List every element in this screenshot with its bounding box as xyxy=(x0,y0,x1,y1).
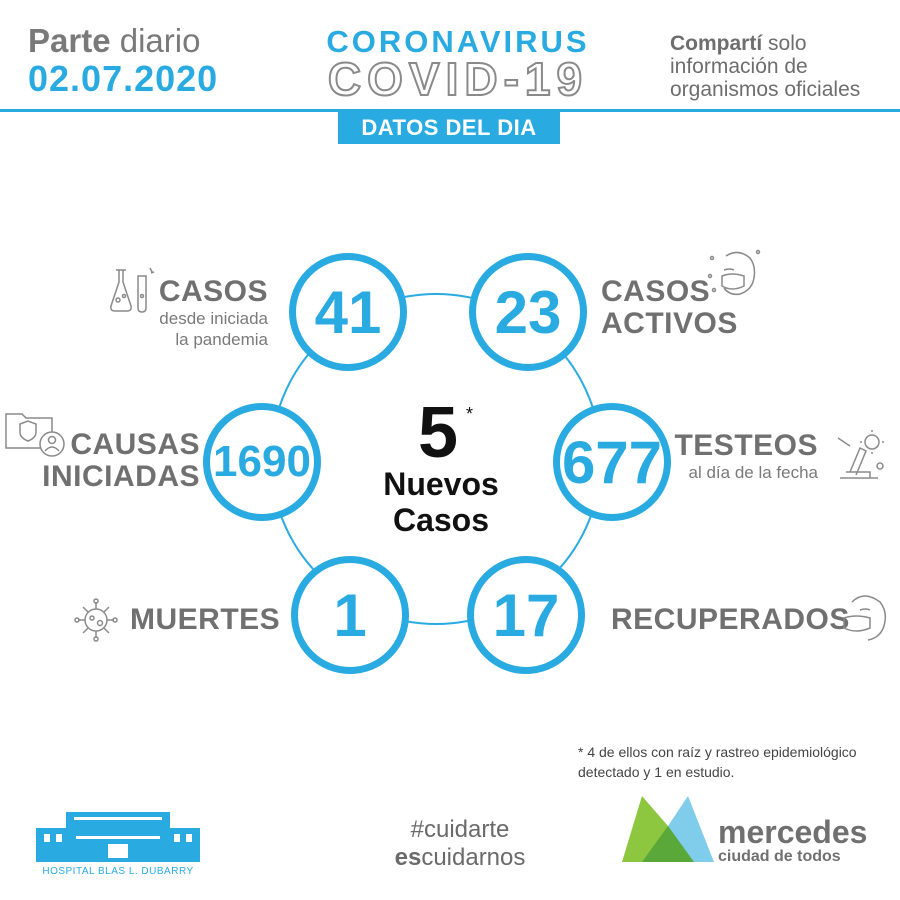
covid-title: COVID-19 xyxy=(327,53,589,105)
mercedes-logo-icon xyxy=(622,796,714,862)
datos-del-dia-banner: DATOS DEL DIA xyxy=(338,110,560,144)
share-line3: organismos oficiales xyxy=(670,78,861,101)
testeos-label: TESTEOS xyxy=(674,429,818,462)
nuevos-label: Nuevos xyxy=(383,466,499,502)
footnote-line1: * 4 de ellos con raíz y rastreo epidemiológico xyxy=(578,744,857,760)
folder-shield-user-icon xyxy=(4,404,68,460)
casos-sub2: la pandemia xyxy=(175,330,268,349)
coronavirus-title: CORONAVIRUS xyxy=(326,24,590,59)
share-line2: información de xyxy=(670,55,808,78)
hashtag-rest: cuidarnos xyxy=(421,844,526,871)
hashtag-bold: es xyxy=(394,844,422,871)
nuevos-casos-asterisk: * xyxy=(466,404,474,424)
testeos-label-group xyxy=(660,430,818,483)
recovered-face-icon xyxy=(838,590,890,646)
muertes-circle: 1 xyxy=(291,556,409,674)
activos-label1: CASOS xyxy=(601,275,711,308)
recuperados-circle: 17 xyxy=(467,556,585,674)
lab-flask-icon xyxy=(108,266,158,314)
causas-label1: CAUSAS xyxy=(70,428,200,461)
parte-bold: Parte xyxy=(28,22,111,59)
footnote-line2: detectado y 1 en estudio. xyxy=(578,764,735,780)
casos-circle: 41 xyxy=(289,253,407,371)
hashtag xyxy=(390,816,530,872)
testeos-sub: al día de la fecha xyxy=(688,463,818,482)
footnote xyxy=(578,742,878,782)
nuevos-casos-value: 5 xyxy=(417,393,459,473)
casos-label: Casos xyxy=(392,502,490,538)
hashtag-line1: #cuidarte xyxy=(410,816,510,843)
activos-circle: 23 xyxy=(469,253,587,371)
casos-label-text: CASOS xyxy=(158,275,268,308)
hospital-name: HOSPITAL BLAS L. DUBARRY xyxy=(42,866,194,877)
casos-sub1: desde iniciada xyxy=(159,309,268,328)
share-rest: solo xyxy=(768,32,807,55)
virus-icon xyxy=(72,596,120,644)
muertes-label: MUERTES xyxy=(130,603,281,636)
masked-face-icon xyxy=(706,246,764,302)
activos-label2: ACTIVOS xyxy=(601,307,738,340)
mercedes-wordmark: mercedes xyxy=(718,814,868,850)
microscope-icon xyxy=(830,428,888,486)
parte-light: diario xyxy=(119,22,201,59)
share-notice xyxy=(670,32,860,101)
testeos-circle: 677 xyxy=(553,403,671,521)
report-date: 02.07.2020 xyxy=(28,58,219,99)
mercedes-tagline: ciudad de todos xyxy=(718,848,841,865)
recuperados-label: RECUPERADOS xyxy=(611,603,850,636)
hospital-logo-icon xyxy=(36,806,200,864)
parte-diario-title xyxy=(28,22,200,60)
causas-label2: INICIADAS xyxy=(42,460,200,493)
share-bold: Compartí xyxy=(670,32,763,55)
causas-circle: 1690 xyxy=(203,403,321,521)
nuevos-casos-label xyxy=(346,466,536,538)
